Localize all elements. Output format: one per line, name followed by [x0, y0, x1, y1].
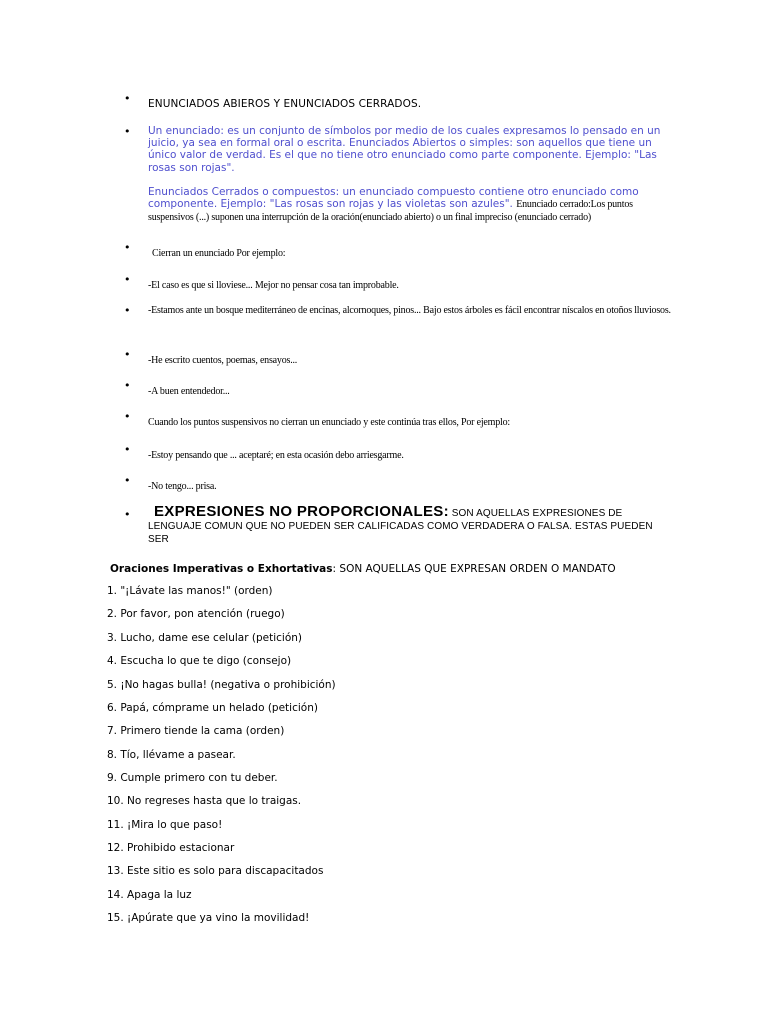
imperatives-description: SON AQUELLAS QUE EXPRESAN ORDEN O MANDATO — [336, 563, 616, 575]
bullet-text: Cuando los puntos suspensivos no cierran un enunciado y este continúa tras ellos, Por ejemplo: — [148, 417, 510, 428]
section-tail-rest: LENGUAJE COMUN QUE NO PUEDEN SER CALIFICADAS COMO VERDADERA O FALSA. ESTAS PUEDEN SER — [148, 521, 653, 545]
list-item: 5. ¡No hagas bulla! (negativa o prohibición) — [107, 679, 336, 691]
bullet-item-3 — [124, 241, 668, 261]
imperatives-heading — [110, 563, 730, 576]
bullet-text: ENUNCIADOS ABIEROS Y ENUNCIADOS CERRADOS. — [148, 98, 422, 110]
list-item: 1. "¡Lávate las manos!" (orden) — [107, 585, 273, 597]
bullet-dot: • — [124, 348, 131, 361]
bullet-text: -He escrito cuentos, poemas, ensayos... — [148, 355, 298, 366]
list-item: 4. Escucha lo que te digo (consejo) — [107, 655, 292, 667]
bullet-item-11 — [124, 503, 658, 546]
bullet-text: -A buen entendedor... — [148, 386, 230, 397]
list-item: 7. Primero tiende la cama (orden) — [107, 725, 285, 737]
list-item: 2. Por favor, pon atención (ruego) — [107, 608, 285, 620]
bullet-dot: • — [124, 410, 131, 423]
non-proportional-paragraph — [148, 505, 658, 546]
bullet-item-4 — [124, 273, 668, 293]
bullet-text: -Estamos ante un bosque mediterráneo de encinas, alcornoques, pinos... Bajo estos árboles es fácil encontrar níscalos en otoños lluviosos. — [148, 305, 671, 316]
closed-statement-text: Enunciados Cerrados o compuestos: un enunciado compuesto contiene otro enunciado como componente. Ejemplo: "Las rosas son rojas y las violetas son azules". — [148, 185, 639, 211]
section-tail-first: SON AQUELLAS EXPRESIONES DE — [451, 508, 623, 519]
list-item: 12. Prohibido estacionar — [107, 842, 235, 854]
bullet-item-10 — [124, 474, 668, 494]
imperatives-title: Oraciones Imperativas o Exhortativas — [110, 563, 333, 575]
bullet-dot: • — [124, 379, 131, 392]
bullet-item-2 — [124, 125, 668, 224]
list-item: 8. Tío, llévame a pasear. — [107, 749, 236, 761]
bullet-item-6 — [124, 348, 668, 368]
list-item: 11. ¡Mira lo que paso! — [107, 819, 223, 831]
list-item: 9. Cumple primero con tu deber. — [107, 772, 278, 784]
imperatives-colon: : — [332, 563, 337, 575]
list-item: 3. Lucho, dame ese celular (petición) — [107, 632, 302, 644]
bullet-dot: • — [124, 125, 131, 138]
bullet-item-8 — [124, 410, 668, 430]
list-item: 14. Apaga la luz — [107, 889, 192, 901]
bullet-text: -El caso es que si lloviese... Mejor no pensar cosa tan improbable. — [148, 280, 399, 291]
list-item: 10. No regreses hasta que lo traigas. — [107, 795, 302, 807]
bullet-text: -Estoy pensando que ... aceptaré; en esta ocasión debo arriesgarme. — [148, 450, 404, 461]
bullet-item-5 — [124, 304, 673, 318]
bullet-text: Cierran un enunciado Por ejemplo: — [152, 248, 286, 259]
list-item: 13. Este sitio es solo para discapacitados — [107, 865, 324, 877]
bullet-item-1 — [124, 92, 668, 111]
bullet-text: -No tengo... prisa. — [148, 481, 217, 492]
ellipsis-note: Enunciado cerrado:Los puntos suspensivos (...) suponen una interrupción de la oración(enunciado abierto) o un final impreciso (enunciado cerrado) — [148, 199, 633, 224]
list-item: 15. ¡Apúrate que ya vino la movilidad! — [107, 912, 310, 924]
bullet-item-7 — [124, 379, 668, 399]
bullet-item-9 — [124, 443, 668, 463]
section-heading: EXPRESIONES NO PROPORCIONALES: — [154, 503, 449, 520]
closed-statement-paragraph — [148, 186, 668, 225]
list-item: 6. Papá, cómprame un helado (petición) — [107, 702, 318, 714]
bullet-dot: • — [124, 304, 131, 317]
definition-paragraph: Un enunciado: es un conjunto de símbolos por medio de los cuales expresamos lo pensado en un juicio, ya sea en formal oral o escrita. Enunciados Abiertos o simples: son aquellos que tiene un único valor de verdad. Es el que no tiene otro enunciado como parte componente. Ejemplo: "Las rosas son rojas". — [148, 125, 661, 174]
bullet-dot: • — [124, 92, 131, 105]
bullet-dot: • — [124, 273, 131, 286]
bullet-dot: • — [124, 508, 131, 521]
bullet-dot: • — [124, 241, 131, 254]
bullet-dot: • — [124, 474, 131, 487]
bullet-dot: • — [124, 443, 131, 456]
